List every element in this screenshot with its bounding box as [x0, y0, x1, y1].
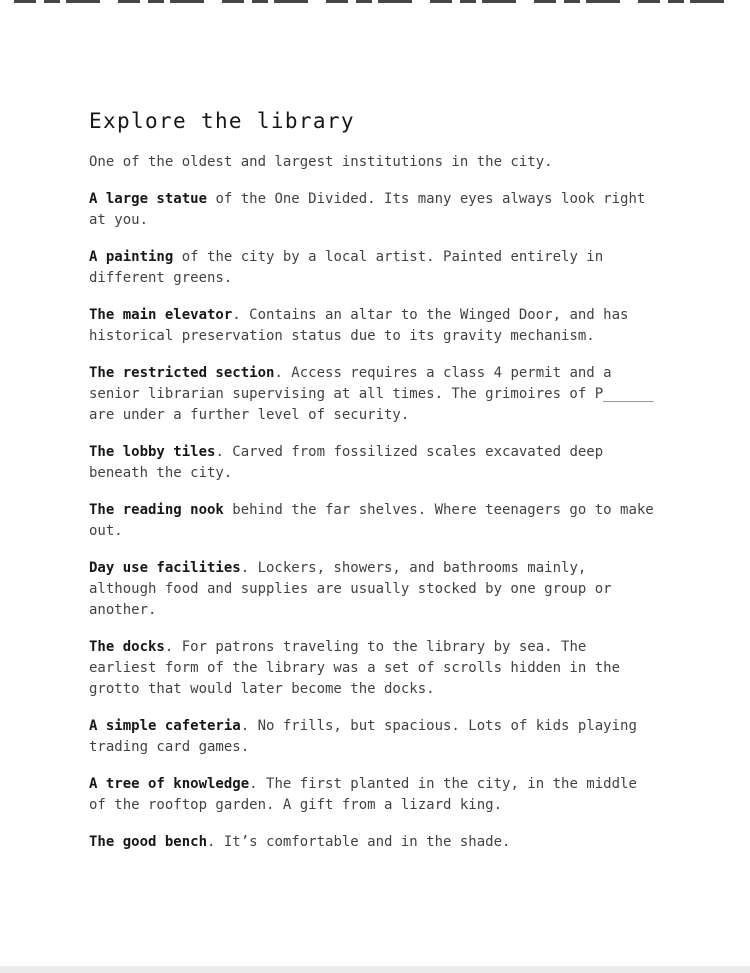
paragraph-tree-of-knowledge — [89, 774, 656, 816]
paragraph-lead: The docks — [89, 639, 165, 655]
paragraph-text: . No frills, but spacious. Lots of kids playing trading card games. — [89, 718, 637, 755]
paragraph-large-statue — [89, 189, 656, 231]
paragraph-lead: A tree of knowledge — [89, 776, 250, 792]
paragraph-good-bench — [89, 832, 656, 853]
paragraph-text: of the One Divided. Its many eyes always look right at you. — [89, 191, 646, 228]
paragraph-text: of the city by a local artist. Painted entirely in different greens. — [89, 249, 604, 286]
paragraph-lead: The main elevator — [89, 307, 233, 323]
paragraph-lead: Day use facilities — [89, 560, 241, 576]
paragraph-lead: A painting — [89, 249, 174, 265]
page-bottom-edge — [0, 966, 750, 973]
page-title: Explore the library — [89, 109, 355, 133]
paragraph-main-elevator — [89, 305, 656, 347]
paragraph-text: . The first planted in the city, in the middle of the rooftop garden. A gift from a lizard king. — [89, 776, 637, 813]
paragraph-cafeteria — [89, 716, 656, 758]
paragraph-lead: A simple cafeteria — [89, 718, 241, 734]
paragraph-text: . Carved from fossilized scales excavated deep beneath the city. — [89, 444, 604, 481]
paragraph-text: . Lockers, showers, and bathrooms mainly, although food and supplies are usually stocked by one group or another. — [89, 560, 612, 618]
document-content — [89, 0, 656, 869]
paragraph-lead: The lobby tiles — [89, 444, 216, 460]
paragraph-text: . Access requires a class 4 permit and a senior librarian supervising at all times. The grimoires of P______ are under a further level of security. — [89, 365, 654, 423]
paragraph-intro — [89, 152, 656, 173]
paragraph-text: One of the oldest and largest institutions in the city. — [89, 154, 553, 170]
paragraph-docks — [89, 637, 656, 700]
paragraph-day-use-facilities — [89, 558, 656, 621]
paragraph-restricted-section — [89, 363, 656, 426]
paragraph-text: behind the far shelves. Where teenagers go to make out. — [89, 502, 654, 539]
paragraph-lead: The good bench — [89, 834, 208, 850]
paragraph-text: . For patrons traveling to the library by sea. The earliest form of the library was a set of scrolls hidden in the grotto that would later become the docks. — [89, 639, 621, 697]
paragraph-reading-nook — [89, 500, 656, 542]
paragraph-text: . It’s comfortable and in the shade. — [207, 834, 511, 850]
paragraph-painting — [89, 247, 656, 289]
paragraph-lead: A large statue — [89, 191, 208, 207]
paragraph-lobby-tiles — [89, 442, 656, 484]
paragraph-lead: The restricted section — [89, 365, 275, 381]
paragraph-lead: The reading nook — [89, 502, 224, 518]
paragraph-text: . Contains an altar to the Winged Door, and has historical preservation status due to its gravity mechanism. — [89, 307, 629, 344]
